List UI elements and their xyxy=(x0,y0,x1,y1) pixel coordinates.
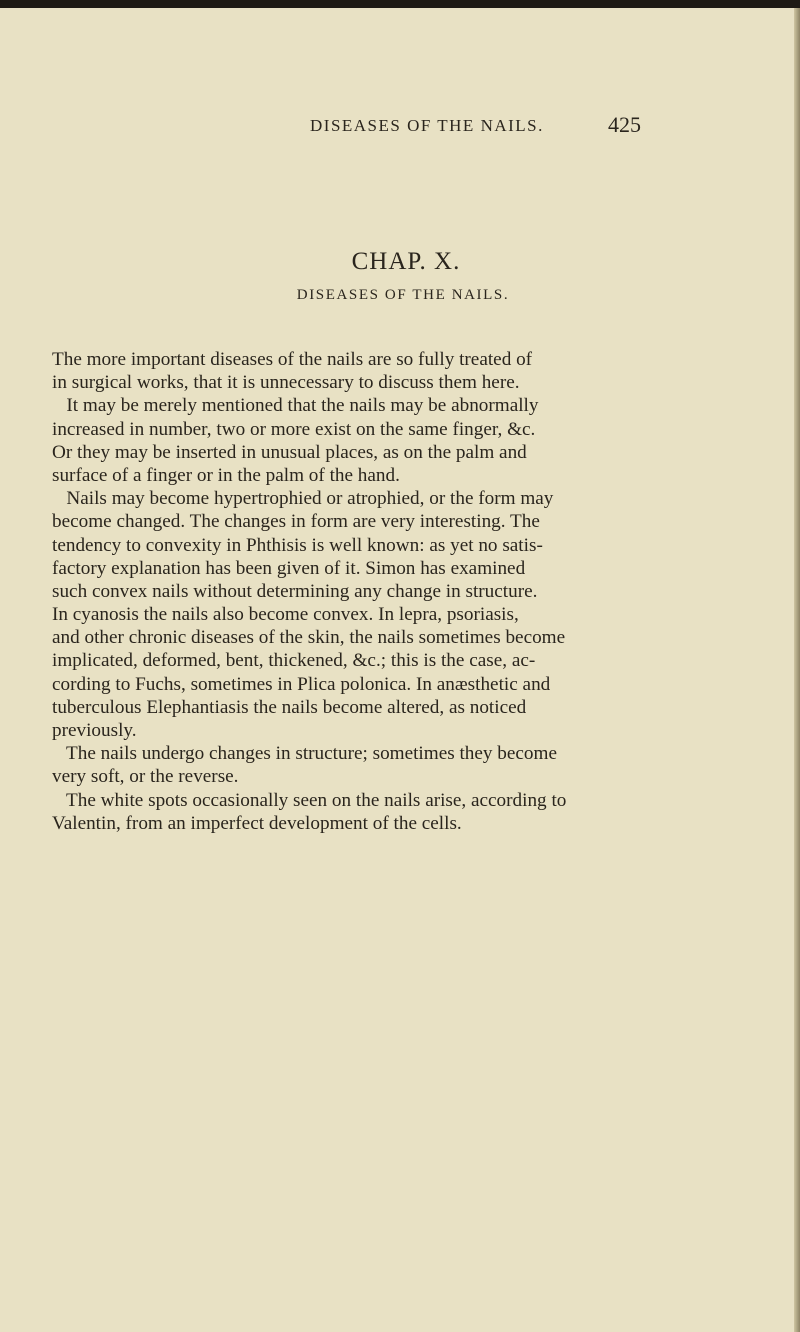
text-line: become changed. The changes in form are very interesting. The xyxy=(52,511,540,533)
text-line: tendency to convexity in Phthisis is well known: as yet no satis- xyxy=(52,534,543,556)
body-text xyxy=(52,348,672,835)
text-line: Or they may be inserted in unusual places, as on the palm and xyxy=(52,441,527,463)
page-number: 425 xyxy=(608,112,641,137)
text-line: increased in number, two or more exist on the same finger, &c. xyxy=(52,418,536,440)
chapter-title: DISEASES OF THE NAILS. xyxy=(296,287,510,303)
chapter-heading: CHAP. X. xyxy=(351,248,461,275)
text-line: in surgical works, that it is unnecessary to discuss them here. xyxy=(52,372,520,394)
top-border xyxy=(0,0,800,8)
text-line: factory explanation has been given of it. Simon has examined xyxy=(52,557,526,579)
text-line: previously. xyxy=(52,720,137,741)
text-line: very soft, or the reverse. xyxy=(52,766,239,788)
page-edge xyxy=(794,8,800,1332)
text-line: Nails may become hypertrophied or atrophied, or the form may xyxy=(52,488,554,510)
running-head xyxy=(0,112,800,146)
text-line: implicated, deformed, bent, thickened, &c.; this is the case, ac- xyxy=(52,650,536,672)
text-line: surface of a finger or in the palm of the hand. xyxy=(52,464,400,486)
running-title: DISEASES OF THE NAILS. xyxy=(310,116,544,135)
text-line: Valentin, from an imperfect development of the cells. xyxy=(52,812,462,834)
text-line: The white spots occasionally seen on the nails arise, according to xyxy=(52,789,567,811)
text-line: and other chronic diseases of the skin, the nails sometimes become xyxy=(52,627,566,649)
text-line: cording to Fuchs, sometimes in Plica polonica. In anæsthetic and xyxy=(52,673,551,695)
text-line: such convex nails without determining any change in structure. xyxy=(52,580,538,602)
text-line: The more important diseases of the nails are so fully treated of xyxy=(52,349,533,370)
text-line: The nails undergo changes in structure; sometimes they become xyxy=(52,743,557,765)
text-line: tuberculous Elephantiasis the nails become altered, as noticed xyxy=(52,696,527,718)
text-line: It may be merely mentioned that the nails may be abnormally xyxy=(52,395,539,417)
text-line: In cyanosis the nails also become convex. In lepra, psoriasis, xyxy=(52,604,519,626)
